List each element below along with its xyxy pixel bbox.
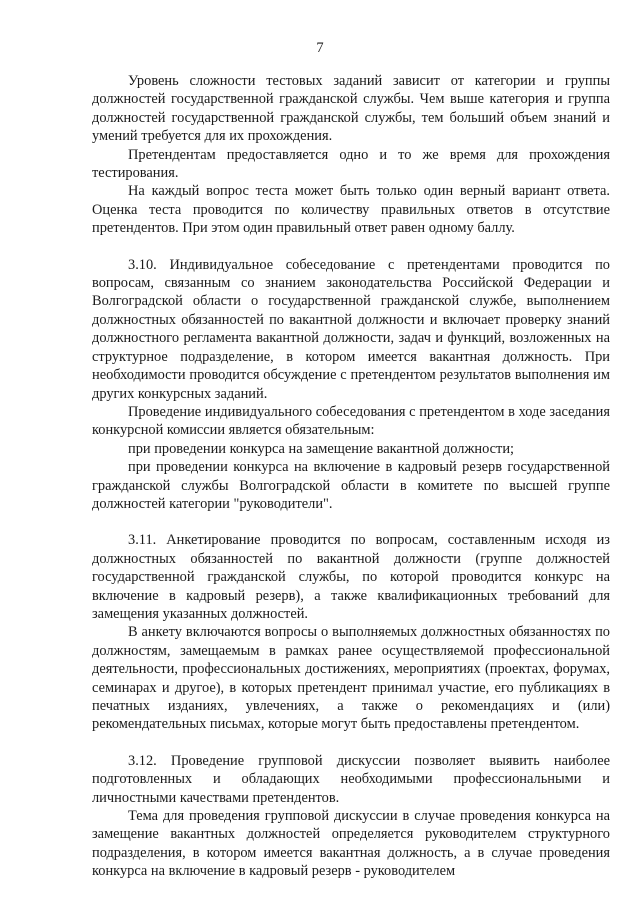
paragraph-section-3-11: 3.11. Анкетирование проводится по вопросам, составленным исходя из должностных обязанностей по вакантной должности (группе должностей государственной гражданской службы, по которой проводится конкурс на включение в кадровый резерв), а также квалификационных требований для замещения указанных должностей. bbox=[92, 532, 610, 622]
paragraph-discussion-topic: Тема для проведения групповой дискуссии в случае проведения конкурса на замещение вакантных должностей определяется руководителем структурного подразделения, в котором имеется вакантная должность, а в случае проведения конкурса на включение в кадровый резерв - руководителем bbox=[92, 808, 610, 880]
paragraph-interview-mandatory: Проведение индивидуального собеседования с претендентом в ходе заседания конкурсной комиссии является обязательным: bbox=[92, 403, 610, 439]
page-number: 7 bbox=[316, 40, 324, 56]
paragraph-test-time: Претендентам предоставляется одно и то же время для прохождения тестирования. bbox=[92, 146, 610, 182]
paragraph-section-3-10: 3.10. Индивидуальное собеседование с претендентами проводится по вопросам, связанным со знанием законодательства Российской Федерации и Волгоградской области о государственной гражданской службе, выполнением должностных обязанностей по вакантной должности и включает проверку знаний должностного регламента вакантной должности, задач и функций, возложенных на структурное подразделение, в котором имеется вакантная должность. При необходимости проводится обсуждение с претендентом результатов выполнения им других конкурсных заданий. bbox=[92, 256, 610, 402]
paragraph-interview-case-vacancy: при проведении конкурса на замещение вакантной должности; bbox=[128, 440, 515, 457]
paragraph-section-3-12: 3.12. Проведение групповой дискуссии позволяет выявить наиболее подготовленных и обладающих необходимыми профессиональными и личностными качествами претендентов. bbox=[92, 752, 610, 806]
paragraph-questionnaire-content: В анкету включаются вопросы о выполняемых должностных обязанностях по должностям, замещаемым в рамках ранее осуществляемой профессиональной деятельности, профессиональных достижениях, мероприятиях (проектах, форумах, семинарах и другое), в которых претендент принимал участие, его публикациях в печатных изданиях, увлечениях, а также о рекомендациях и (или) рекомендательных письмах, которые могут быть предоставлены претендентом. bbox=[92, 624, 610, 733]
paragraph-test-difficulty: Уровень сложности тестовых заданий зависит от категории и группы должностей государственной гражданской службы. Чем выше категория и группа должностей государственной гражданской службы, тем больший объем знаний и умений требуется для их прохождения. bbox=[92, 73, 610, 145]
paragraph-interview-case-reserve: при проведении конкурса на включение в кадровый резерв государственной гражданской службы Волгоградской области в комитете по высшей группе должностей категории "руководители". bbox=[92, 459, 610, 512]
paragraph-test-scoring: На каждый вопрос теста может быть только один верный вариант ответа. Оценка теста проводится по количеству правильных ответов в отсутствие претендентов. При этом один правильный ответ равен одному баллу. bbox=[92, 183, 610, 237]
document-body bbox=[92, 72, 610, 881]
